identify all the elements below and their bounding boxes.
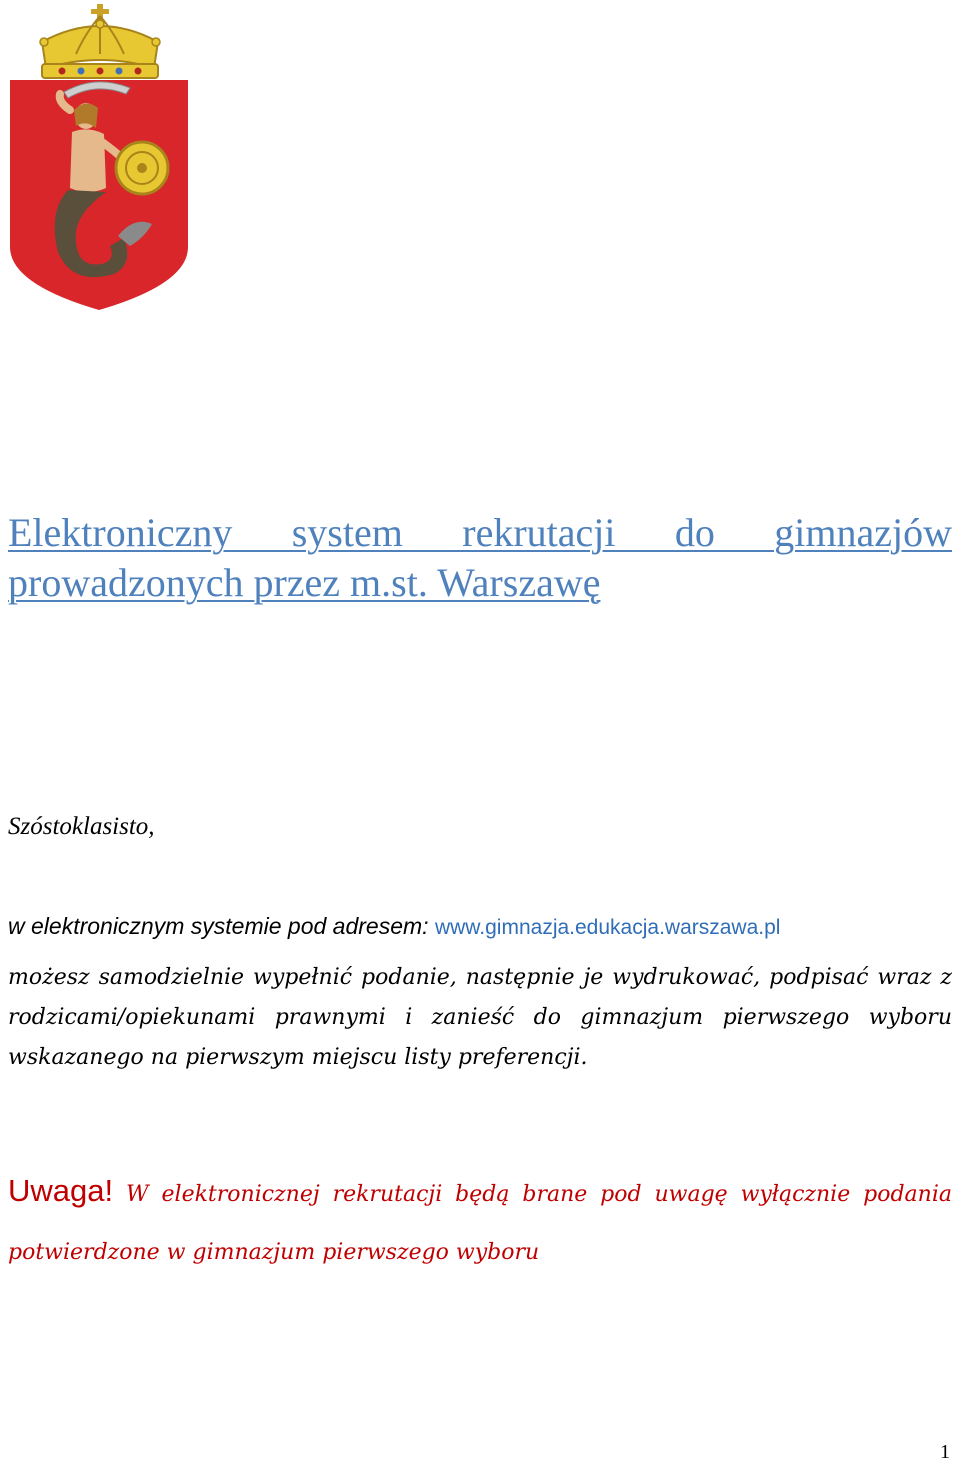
round-shield-icon [116, 142, 168, 194]
page-title: Elektroniczny system rekrutacji do gimnazjów prowadzonych przez m.st. Warszawę [8, 510, 952, 605]
notice-text: W elektronicznej rekrutacji będą brane pod uwagę wyłącznie podania potwierdzone w gimnazjum pierwszego wyboru [8, 1182, 952, 1265]
page-number: 1 [940, 1441, 950, 1463]
instructions-paragraph: możesz samodzielnie wypełnić podanie, następnie je wydrukować, podpisać wraz z rodzicami/opiekunami prawnymi i zanieść do gimnazjum pierwszego wyboru wskazanego na pierwszym miejscu listy preferencji. [8, 965, 952, 1070]
address-line [8, 911, 780, 943]
notice-paragraph [8, 1162, 952, 1282]
greeting: Szóstoklasisto, [8, 813, 155, 840]
crown-icon [40, 4, 160, 78]
notice-label: Uwaga! [8, 1173, 114, 1208]
address-url-link[interactable]: www.gimnazja.edukacja.warszawa.pl [434, 916, 781, 939]
address-prefix: w elektronicznym systemie pod adresem: [8, 913, 429, 939]
warsaw-crest-icon [6, 2, 192, 312]
